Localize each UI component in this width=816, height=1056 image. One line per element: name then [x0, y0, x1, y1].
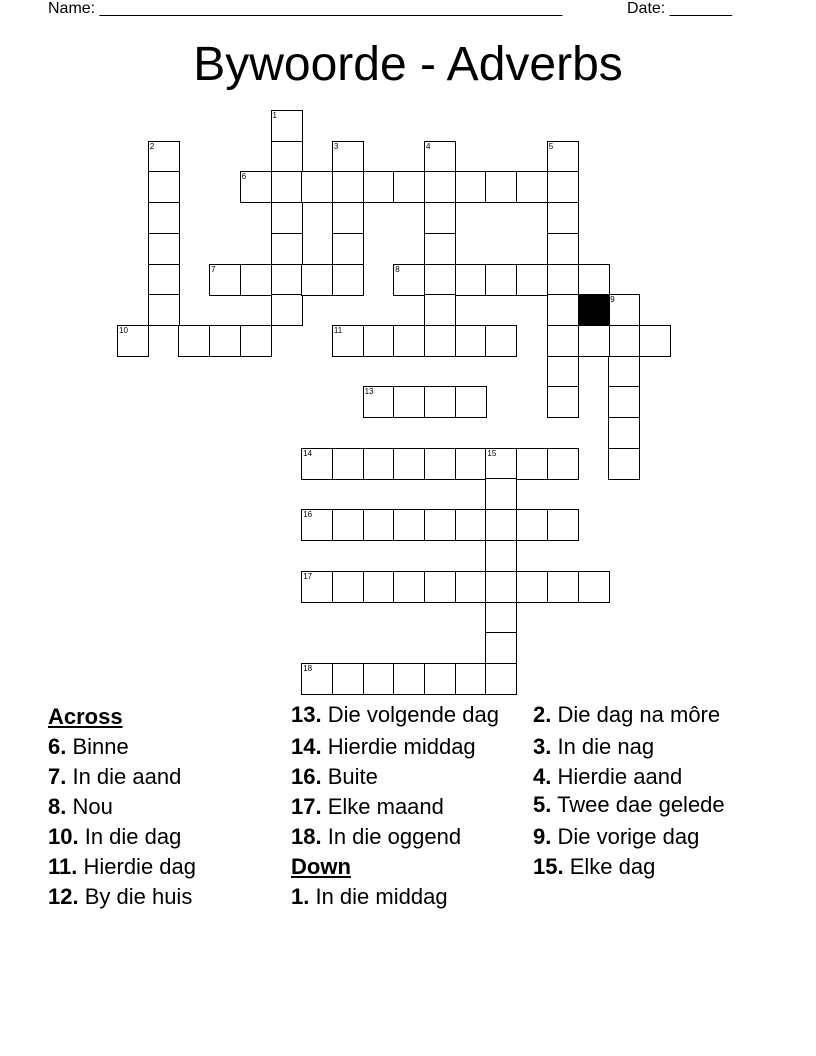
grid-cell[interactable]	[424, 141, 456, 173]
grid-cell[interactable]	[332, 663, 364, 695]
cell-number: 11	[333, 325, 343, 335]
clue-item	[48, 882, 288, 912]
clue-item	[533, 762, 783, 792]
grid-cell[interactable]	[332, 448, 364, 480]
cell-number: 4	[426, 141, 431, 151]
grid-cell[interactable]	[485, 325, 517, 357]
clue-number: 14.	[291, 734, 322, 759]
clue-column-3	[533, 702, 783, 882]
clue-column-2	[291, 702, 531, 912]
grid-cell[interactable]	[240, 171, 272, 203]
grid-cell[interactable]	[547, 356, 579, 388]
grid-cell[interactable]	[148, 294, 180, 326]
clue-number: 6.	[48, 734, 67, 759]
grid-cell[interactable]	[332, 571, 364, 603]
grid-cell[interactable]	[547, 571, 579, 603]
grid-cell[interactable]	[639, 325, 671, 357]
grid-cell[interactable]	[547, 509, 579, 541]
grid-cell[interactable]	[547, 386, 579, 418]
grid-cell[interactable]	[608, 294, 640, 326]
clue-text: Binne	[66, 734, 129, 759]
cell-number: 3	[333, 141, 339, 151]
clue-number: 10.	[48, 824, 79, 849]
grid-cell[interactable]	[393, 509, 425, 541]
clue-column-1	[48, 702, 288, 912]
clue-text: Elke dag	[563, 854, 656, 879]
grid-cell[interactable]	[424, 325, 456, 357]
grid-cell[interactable]	[455, 171, 487, 203]
grid-cell[interactable]	[578, 571, 610, 603]
grid-cell[interactable]	[485, 509, 517, 541]
grid-cell[interactable]	[148, 141, 180, 173]
clue-item	[291, 732, 531, 762]
grid-cell[interactable]	[148, 202, 180, 234]
clue-number: 17.	[291, 794, 322, 819]
clue-item	[533, 732, 783, 762]
clue-text: Hierdie aand	[551, 764, 683, 789]
grid-cell[interactable]	[516, 509, 548, 541]
across-heading: Across	[48, 704, 123, 729]
clue-text: Buite	[321, 764, 378, 789]
across-clue-list-continued	[291, 702, 531, 852]
grid-cell[interactable]	[393, 325, 425, 357]
grid-cell[interactable]	[516, 571, 548, 603]
clue-item	[291, 702, 531, 727]
clue-text: Die volgende dag	[321, 702, 499, 727]
cell-number: 18	[303, 663, 313, 673]
cell-number: 1	[272, 111, 277, 120]
grid-cell[interactable]	[485, 571, 517, 603]
cell-number: 9	[610, 295, 615, 305]
grid-cell[interactable]	[301, 171, 333, 203]
grid-cell[interactable]	[485, 663, 517, 695]
cell-number: 15	[487, 448, 497, 458]
grid-cell[interactable]	[363, 571, 395, 603]
clue-number: 18.	[291, 824, 322, 849]
grid-cell[interactable]	[301, 448, 333, 480]
grid-cell[interactable]	[455, 386, 487, 418]
grid-cell[interactable]	[148, 233, 180, 265]
grid-cell[interactable]	[271, 233, 303, 265]
grid-cell[interactable]	[209, 264, 241, 296]
grid-cell[interactable]	[455, 509, 487, 541]
clue-number: 4.	[533, 764, 552, 789]
grid-cell[interactable]	[424, 448, 456, 480]
name-field-label: Name: ____________________________________________________	[48, 0, 563, 17]
grid-cell[interactable]	[608, 417, 640, 449]
grid-cell[interactable]	[608, 386, 640, 418]
grid-cell[interactable]	[424, 663, 456, 695]
clue-number: 5.	[533, 792, 552, 817]
clue-text: Twee dae gelede	[551, 792, 725, 817]
grid-cell[interactable]	[516, 171, 548, 203]
grid-cell[interactable]	[117, 325, 149, 357]
grid-cell[interactable]	[363, 663, 395, 695]
grid-cell[interactable]	[271, 264, 303, 296]
grid-cell[interactable]	[209, 325, 241, 357]
grid-cell[interactable]	[516, 448, 548, 480]
grid-cell[interactable]	[485, 632, 517, 664]
clue-number: 12.	[48, 884, 79, 909]
cell-number: 2	[149, 141, 155, 151]
grid-cell[interactable]	[271, 141, 303, 173]
grid-cell[interactable]	[485, 171, 517, 203]
grid-cell[interactable]	[424, 171, 456, 203]
grid-cell[interactable]	[393, 448, 425, 480]
clue-item	[291, 792, 531, 822]
clue-text: Die vorige dag	[551, 824, 700, 849]
grid-cell[interactable]	[608, 356, 640, 388]
grid-cell[interactable]	[547, 233, 579, 265]
clue-item	[291, 762, 531, 792]
grid-cell[interactable]	[393, 663, 425, 695]
down-clue-list	[291, 882, 531, 912]
grid-cell[interactable]	[547, 141, 579, 173]
clue-number: 15.	[533, 854, 564, 879]
clue-number: 2.	[533, 702, 552, 727]
cell-number: 14	[303, 448, 313, 458]
grid-cell[interactable]	[547, 448, 579, 480]
grid-cell[interactable]	[608, 448, 640, 480]
grid-cell[interactable]	[332, 325, 364, 357]
clue-number: 9.	[533, 824, 552, 849]
grid-cell[interactable]	[424, 294, 456, 326]
grid-cell[interactable]	[578, 325, 610, 357]
clue-item	[48, 792, 288, 822]
grid-cell[interactable]	[363, 171, 395, 203]
grid-cell[interactable]	[608, 325, 640, 357]
clue-item	[48, 762, 288, 792]
grid-cell[interactable]	[424, 509, 456, 541]
grid-cell[interactable]	[424, 386, 456, 418]
grid-cell[interactable]	[424, 264, 456, 296]
grid-cell[interactable]	[271, 294, 303, 326]
clue-text: In die oggend	[321, 824, 462, 849]
page-title: Bywoorde - Adverbs	[193, 38, 623, 91]
grid-cell[interactable]	[485, 601, 517, 633]
grid-cell[interactable]	[547, 171, 579, 203]
grid-cell[interactable]	[424, 202, 456, 234]
clue-number: 8.	[48, 794, 67, 819]
grid-cell[interactable]	[485, 540, 517, 572]
grid-cell[interactable]	[332, 264, 364, 296]
grid-cell[interactable]	[363, 448, 395, 480]
grid-cell[interactable]	[485, 478, 517, 510]
across-clue-list	[48, 732, 288, 912]
date-field-label: Date: _______	[627, 0, 732, 17]
grid-cell[interactable]	[301, 509, 333, 541]
clue-text: Die dag na môre	[551, 702, 721, 727]
grid-cell[interactable]	[271, 171, 303, 203]
grid-cell[interactable]	[332, 233, 364, 265]
grid-cell[interactable]	[178, 325, 210, 357]
grid-cell[interactable]	[424, 233, 456, 265]
clue-item	[291, 822, 531, 852]
grid-cell[interactable]	[332, 171, 364, 203]
grid-cell[interactable]	[363, 509, 395, 541]
cell-number: 5	[548, 141, 554, 151]
grid-cell[interactable]	[455, 663, 487, 695]
clue-text: Elke maand	[321, 794, 444, 819]
clue-number: 13.	[291, 702, 322, 727]
grid-cell[interactable]	[393, 386, 425, 418]
clue-item	[533, 852, 783, 882]
grid-cell[interactable]	[547, 264, 579, 296]
grid-cell[interactable]	[485, 264, 517, 296]
clue-text: In die middag	[309, 884, 448, 909]
clue-item	[48, 732, 288, 762]
grid-cell[interactable]	[393, 571, 425, 603]
clue-text: In die aand	[66, 764, 182, 789]
grid-cell[interactable]	[271, 202, 303, 234]
cell-number: 7	[211, 264, 216, 274]
clue-text: Nou	[66, 794, 113, 819]
clue-number: 1.	[291, 884, 310, 909]
grid-cell[interactable]	[240, 264, 272, 296]
grid-cell[interactable]	[455, 325, 487, 357]
grid-cell[interactable]	[363, 325, 395, 357]
grid-cell[interactable]	[332, 202, 364, 234]
clue-text: By die huis	[78, 884, 193, 909]
clue-text: Hierdie middag	[321, 734, 476, 759]
grid-cell[interactable]	[455, 571, 487, 603]
grid-cell[interactable]	[301, 571, 333, 603]
grid-cell[interactable]	[393, 171, 425, 203]
clue-number: 3.	[533, 734, 552, 759]
grid-cell[interactable]	[332, 141, 364, 173]
cell-number: 17	[303, 571, 313, 581]
cell-number: 8	[395, 264, 400, 274]
grid-cell[interactable]	[332, 509, 364, 541]
cell-number: 16	[303, 510, 313, 520]
clue-item	[533, 822, 783, 852]
down-clue-list-continued	[533, 702, 783, 882]
cell-number: 10	[119, 325, 128, 335]
clue-number: 7.	[48, 764, 67, 789]
clue-item	[533, 792, 783, 817]
cell-number: 6	[241, 172, 247, 182]
grid-cell[interactable]	[485, 448, 517, 480]
grid-cell[interactable]	[148, 264, 180, 296]
clue-number: 16.	[291, 764, 322, 789]
grid-cell[interactable]	[393, 264, 425, 296]
clue-text: In die nag	[551, 734, 655, 759]
clue-item	[291, 882, 531, 912]
grid-cell[interactable]	[240, 325, 272, 357]
grid-cell[interactable]	[547, 325, 579, 357]
grid-cell[interactable]	[455, 448, 487, 480]
clue-number: 11.	[48, 854, 78, 879]
grid-cell[interactable]	[578, 264, 610, 296]
grid-cell[interactable]	[547, 202, 579, 234]
clue-text: Hierdie dag	[77, 854, 197, 879]
cell-number: 13	[364, 387, 374, 397]
grid-cell[interactable]	[363, 386, 395, 418]
grid-cell[interactable]	[301, 264, 333, 296]
grid-cell[interactable]	[424, 571, 456, 603]
grid-cell[interactable]	[271, 110, 303, 142]
grid-cell[interactable]	[547, 294, 579, 326]
grid-cell[interactable]	[301, 663, 333, 695]
clue-item	[533, 702, 783, 727]
grid-cell[interactable]	[516, 264, 548, 296]
clue-item	[48, 822, 288, 852]
clue-text: In die dag	[78, 824, 182, 849]
grid-cell[interactable]	[148, 171, 180, 203]
grid-cell[interactable]	[455, 264, 487, 296]
grid-block	[578, 294, 610, 326]
clue-item	[48, 852, 288, 882]
down-heading: Down	[291, 854, 351, 879]
